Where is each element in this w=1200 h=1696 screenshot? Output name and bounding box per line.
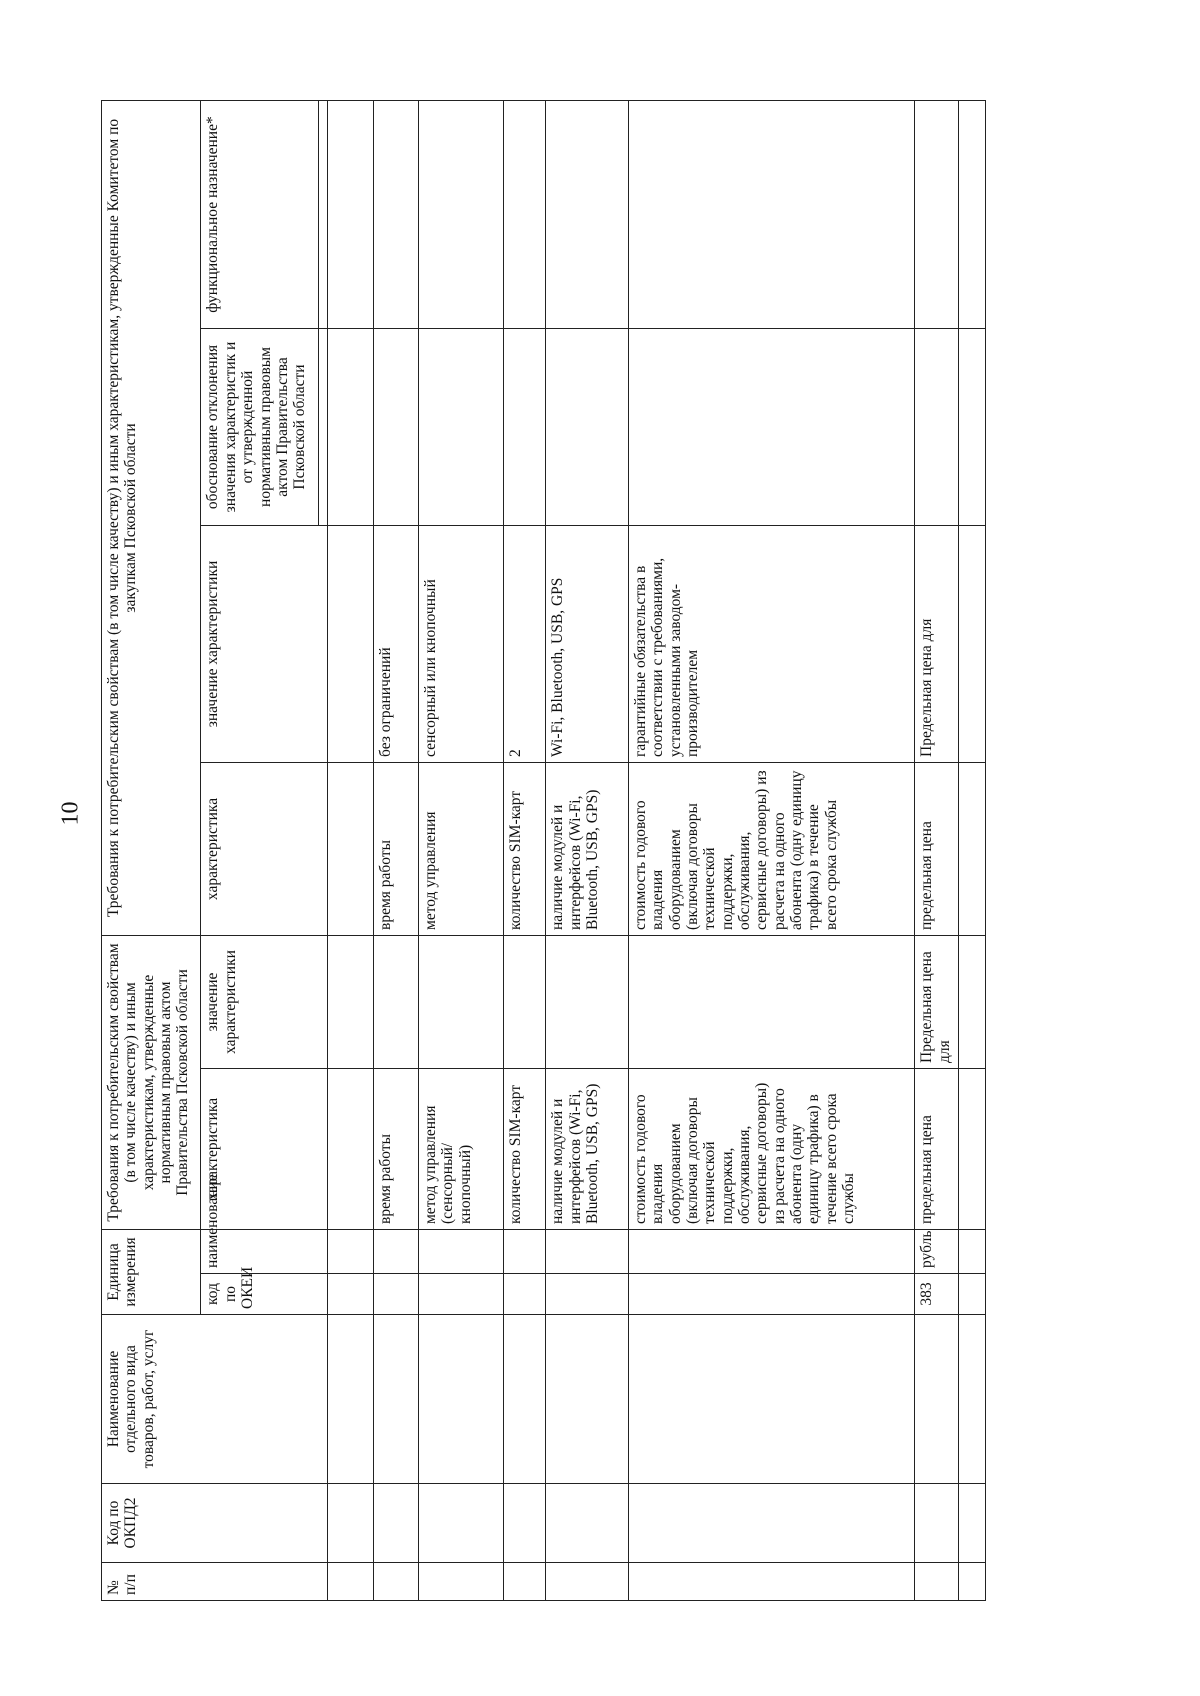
cell-function bbox=[628, 100, 914, 328]
header-npa-char: характеристика bbox=[201, 1069, 327, 1230]
cell-kom-char bbox=[959, 762, 986, 935]
cell-unit-code bbox=[374, 1274, 419, 1315]
cell-okpd bbox=[959, 1484, 986, 1563]
cell-unit-code bbox=[503, 1274, 545, 1315]
table-row bbox=[374, 100, 419, 1600]
header-npa-group: Требования к потребительским свойствам (в том числе качеству) и иным характеристикам, утвержденные нормативным правовым актом Правительства Псковской области bbox=[102, 935, 201, 1229]
cell-unit-code bbox=[628, 1274, 914, 1315]
cell-justification bbox=[628, 328, 914, 525]
cell-kom-char: стоимость годового владения оборудованием (включая договоры технической поддержки, обслуживания, сервисные договоры) из расчета на одного абонента (одну единицу трафика) в течение всего срока службы bbox=[628, 762, 914, 935]
header-kom-char: характеристика bbox=[201, 762, 327, 935]
cell-justification bbox=[374, 328, 419, 525]
header-name: Наименование отдельного вида товаров, работ, услуг bbox=[102, 1315, 328, 1484]
table-row bbox=[546, 100, 629, 1600]
table-row bbox=[915, 100, 959, 1600]
cell-justification bbox=[959, 328, 986, 525]
cell-num bbox=[503, 1563, 545, 1601]
cell-name bbox=[418, 1315, 503, 1484]
cell-unit-code: 383 bbox=[915, 1274, 959, 1315]
cell-function bbox=[546, 100, 629, 328]
table-row bbox=[327, 100, 374, 1600]
cell-justification bbox=[915, 328, 959, 525]
cell-name bbox=[915, 1315, 959, 1484]
cell-npa-value bbox=[418, 935, 503, 1068]
cell-name bbox=[959, 1315, 986, 1484]
cell-kom-char bbox=[327, 762, 374, 935]
cell-name bbox=[628, 1315, 914, 1484]
cell-unit-name bbox=[959, 1230, 986, 1274]
cell-npa-value: Предельная цена для bbox=[915, 935, 959, 1068]
cell-num bbox=[374, 1563, 419, 1601]
cell-unit-code bbox=[418, 1274, 503, 1315]
cell-justification bbox=[503, 328, 545, 525]
cell-kom-value: гарантийные обязательства в соответствии с требованиями, установленными заводом-производителем bbox=[628, 525, 914, 762]
cell-name bbox=[546, 1315, 629, 1484]
cell-justification bbox=[327, 328, 374, 525]
cell-kom-value bbox=[959, 525, 986, 762]
cell-num bbox=[327, 1563, 374, 1601]
cell-unit-name bbox=[327, 1230, 374, 1274]
cell-unit-name: рубль bbox=[915, 1230, 959, 1274]
cell-npa-char: метод управления (сенсорный/кнопочный) bbox=[418, 1069, 503, 1230]
cell-kom-value: 2 bbox=[503, 525, 545, 762]
table-row bbox=[503, 100, 545, 1600]
cell-okpd bbox=[418, 1484, 503, 1563]
cell-kom-value bbox=[327, 525, 374, 762]
cell-kom-char: наличие модулей и интерфейсов (Wi-Fi, Bluetooth, USB, GPS) bbox=[546, 762, 629, 935]
rotated-page-content bbox=[101, 101, 986, 1601]
cell-npa-char: стоимость годового владения оборудованием (включая договоры технической поддержки, обслуживания, сервисные договоры) из расчета на одного абонента (одну единицу трафика) в течение всего срока службы bbox=[628, 1069, 914, 1230]
cell-npa-char bbox=[959, 1069, 986, 1230]
cell-npa-value bbox=[503, 935, 545, 1068]
cell-kom-value: без ограничений bbox=[374, 525, 419, 762]
cell-okpd bbox=[327, 1484, 374, 1563]
cell-function bbox=[418, 100, 503, 328]
cell-npa-value bbox=[628, 935, 914, 1068]
cell-num bbox=[546, 1563, 629, 1601]
cell-unit-name bbox=[503, 1230, 545, 1274]
cell-function bbox=[503, 100, 545, 328]
cell-npa-char: наличие модулей и интерфейсов (Wi-Fi, Bluetooth, USB, GPS) bbox=[546, 1069, 629, 1230]
cell-name bbox=[327, 1315, 374, 1484]
table-row bbox=[628, 100, 914, 1600]
cell-kom-value: Wi-Fi, Bluetooth, USB, GPS bbox=[546, 525, 629, 762]
cell-unit-name bbox=[418, 1230, 503, 1274]
header-unit-name: наименование bbox=[201, 1230, 327, 1274]
header-num: № п/п bbox=[102, 1563, 328, 1601]
header-kom-function: функциональное назначение* bbox=[201, 100, 319, 328]
cell-name bbox=[374, 1315, 419, 1484]
table-row bbox=[418, 100, 503, 1600]
cell-num bbox=[915, 1563, 959, 1601]
header-justification-spacer bbox=[319, 328, 327, 525]
cell-justification bbox=[418, 328, 503, 525]
cell-npa-value bbox=[327, 935, 374, 1068]
cell-unit-name bbox=[546, 1230, 629, 1274]
cell-unit-name bbox=[374, 1230, 419, 1274]
cell-function bbox=[915, 100, 959, 328]
cell-npa-char: время работы bbox=[374, 1069, 419, 1230]
cell-npa-value bbox=[546, 935, 629, 1068]
cell-npa-char: предельная цена bbox=[915, 1069, 959, 1230]
table-row bbox=[959, 100, 986, 1600]
header-okpd: Код по ОКПД2 bbox=[102, 1484, 328, 1563]
cell-kom-char: количество SIM-карт bbox=[503, 762, 545, 935]
cell-unit-name bbox=[628, 1230, 914, 1274]
header-npa-value: значение характеристики bbox=[201, 935, 327, 1068]
cell-justification bbox=[546, 328, 629, 525]
cell-okpd bbox=[546, 1484, 629, 1563]
cell-function bbox=[374, 100, 419, 328]
cell-okpd bbox=[915, 1484, 959, 1563]
cell-unit-code bbox=[959, 1274, 986, 1315]
cell-kom-char: время работы bbox=[374, 762, 419, 935]
cell-unit-code bbox=[327, 1274, 374, 1315]
cell-name bbox=[503, 1315, 545, 1484]
cell-okpd bbox=[503, 1484, 545, 1563]
header-row-1 bbox=[102, 100, 201, 1600]
header-kom-value: значение характеристики bbox=[201, 525, 327, 762]
cell-kom-char: предельная цена bbox=[915, 762, 959, 935]
cell-unit-code bbox=[546, 1274, 629, 1315]
header-unit: Единица измерения bbox=[102, 1230, 201, 1315]
cell-function bbox=[327, 100, 374, 328]
header-kom-justification: обоснование отклонения значения характеристик и от утвержденной нормативным правовым актом Правительства Псковской области bbox=[201, 328, 319, 525]
header-kom-group: Требования к потребительским свойствам (в том числе качеству) и иным характеристикам, утвержденные Комитетом по закупкам Псковской области bbox=[102, 100, 201, 935]
header-function-spacer bbox=[319, 100, 327, 328]
cell-npa-value bbox=[374, 935, 419, 1068]
cell-kom-value: сенсорный или кнопочный bbox=[418, 525, 503, 762]
cell-num bbox=[959, 1563, 986, 1601]
cell-npa-char bbox=[327, 1069, 374, 1230]
cell-okpd bbox=[374, 1484, 419, 1563]
cell-npa-value bbox=[959, 935, 986, 1068]
requirements-table bbox=[101, 100, 986, 1601]
cell-npa-char: количество SIM-карт bbox=[503, 1069, 545, 1230]
header-unit-code: код по ОКЕИ bbox=[201, 1274, 327, 1315]
page-number: 10 bbox=[57, 801, 84, 826]
cell-okpd bbox=[628, 1484, 914, 1563]
cell-function bbox=[959, 100, 986, 328]
cell-kom-value: Предельная цена для bbox=[915, 525, 959, 762]
cell-num bbox=[418, 1563, 503, 1601]
cell-num bbox=[628, 1563, 914, 1601]
cell-kom-char: метод управления bbox=[418, 762, 503, 935]
